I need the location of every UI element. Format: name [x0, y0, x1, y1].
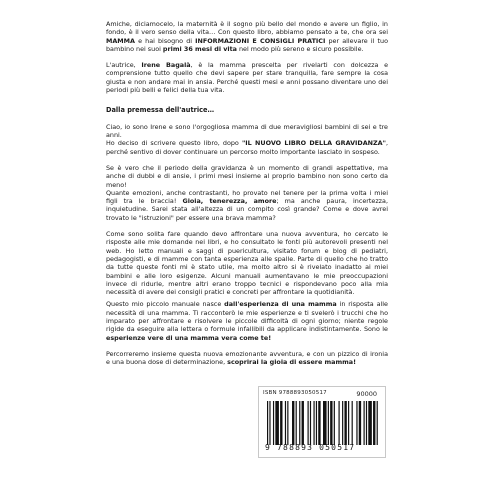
intro-paragraph-1: Amiche, diciamocelo, la maternità è il sogno più bello del mondo e avere un figlio, in fondo, è il vero senso della vita… Con questo libro, abbiamo pensato a te, che ora sei MAMMA e hai bisogno di INFORMAZIONI E CONSIGLI PRATICI per allevare il tuo bambino nei suoi primi 36 mesi di vita nel modo più sereno e sicuro possibile.: [106, 20, 388, 53]
paragraph-4: Ho deciso di scrivere questo libro, dopo "IL NUOVO LIBRO DELLA GRAVIDANZA", perché sentivo di dover continuare un percorso molto importante lasciato in sospeso.: [106, 139, 388, 156]
paragraph-9: Percorreremo insieme questa nuova emozionante avventura, e con un pizzico di ironia e una buona dose di determinazione, scoprirai la gioia di essere mamma!: [106, 349, 388, 367]
back-cover-text: [106, 20, 388, 367]
barcode-bars-icon: [267, 401, 379, 445]
barcode-number: 9 788893 050517: [265, 443, 356, 452]
intro-paragraph-2: L'autrice, Irene Bagalà, è la mamma prescelta per rivelarti con dolcezza e comprensione tutto quello che devi sapere per stare tranquilla, fare sempre la cosa giusta e non andare mai in ansia. Perché questi mesi e anni possano diventare uno dei periodi più belli e felici della tua vita.: [106, 61, 389, 95]
paragraph-3: Ciao, io sono Irene e sono l'orgogliosa mamma di due meravigliosi bambini di sei e tre anni.: [106, 122, 388, 140]
isbn-label: ISBN 9788893050517: [263, 390, 327, 396]
price-code: 90000: [356, 390, 377, 398]
paragraph-7: Come sono solita fare quando devo affrontare una nuova avventura, ho cercato le risposte alle mie domande nei libri, e ho consultato le fonti più autorevoli presenti nel web. Ho letto manuali e saggi di puericultura, visitato forum e blog di pediatri, pedagogisti, e di mamme con tanta esperienza alle spalle. Parte di quello che ho tratto da tutte queste fonti mi è stato utile, ma molto altro si è rivelato inadatto ai miei bambini e alle loro esigenze. Alcuni manuali aumentavano le mie preoccupazioni invece di ridurle, mentre altri erano troppo tecnici e rispondevano poco alla mia necessità di avere dei consigli pratici e concreti per affrontare la quotidianità.: [106, 230, 388, 297]
paragraph-5: Se è vero che il periodo della gravidanza è un momento di grandi aspettative, ma anche di dubbi e di ansie, i primi mesi insieme al proprio bambino non sono certo da meno!: [106, 163, 388, 189]
section-heading: Dalla premessa dell'autrice…: [106, 106, 215, 115]
intro-section: [106, 20, 388, 94]
paragraph-6: Quante emozioni, anche contrastanti, ho provato nel tenere per la prima volta i miei figli tra le braccia! Gioia, tenerezza, amore; ma anche paura, incertezza, inquietudine. Sarei stata all'altezza di un compito così grande? Come e dove avrei trovato le "istruzioni" per essere una brava mamma?: [106, 188, 388, 222]
paragraph-8: Questo mio piccolo manuale nasce dall'esperienza di una mamma in risposta alle necessità di una mamma. Ti racconterò le mie esperienze e ti svelerò i trucchi che ho imparato per affrontare e risolvere le piccole difficoltà di ogni giorno; niente regole rigide da eseguire alla lettera o formule infallibili da applicare indistintamente. Sono le esperienze vere di una mamma vera come te!: [106, 300, 388, 342]
barcode: [258, 386, 386, 458]
